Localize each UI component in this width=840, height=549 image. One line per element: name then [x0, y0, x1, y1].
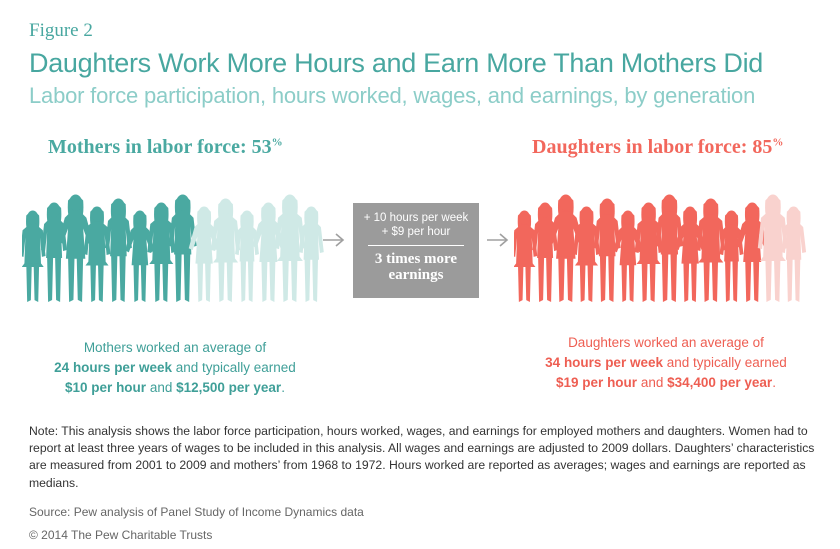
- source-text: Source: Pew analysis of Panel Study of Income Dynamics data: [29, 505, 364, 519]
- woman-silhouette-icon: [125, 210, 154, 302]
- woman-silhouette-icon: [22, 210, 46, 302]
- divider: [368, 245, 464, 246]
- woman-silhouette-icon: [84, 206, 111, 302]
- mothers-figures: [22, 192, 337, 304]
- right-arrow-icon: [322, 232, 346, 248]
- note-text: Note: This analysis shows the labor force participation, hours worked, wages, and earnings for employed mothers and daughters. Women had to report at least three years of wages to be included in this analysis. All wages and earnings are adjusted to 2009 dollars. Daughters’ characteristics are measured from 2001 to 2009 and mothers’ from 1968 to 1972. Hours worked are reported as averages; wages and earnings are reported as medians.: [29, 424, 815, 490]
- daughters-percent-sign: %: [772, 136, 784, 149]
- woman-silhouette-icon: [549, 195, 584, 302]
- figure-label: Figure 2: [29, 20, 93, 41]
- mothers-wage: $10 per hour: [65, 380, 147, 395]
- mothers-earnings: $12,500 per year: [176, 380, 282, 395]
- mothers-caption-line1: Mothers worked an average of: [83, 340, 267, 355]
- mothers-caption: [20, 338, 330, 398]
- daughters-hours: 34 hours per week: [545, 355, 663, 370]
- daughters-caption-and: and: [637, 375, 668, 390]
- daughters-figures: [514, 192, 814, 304]
- chart-subtitle: Labor force participation, hours worked, wages, and earnings, by generation: [29, 83, 756, 108]
- daughters-earnings: $34,400 per year: [667, 375, 773, 390]
- mothers-caption-line2: and typically earned: [171, 360, 296, 375]
- mothers-caption-end: .: [281, 380, 285, 395]
- earnings-multiple-line1: 3 times more: [374, 251, 458, 267]
- daughters-wage: $19 per hour: [556, 375, 638, 390]
- daughters-heading-text: Daughters in labor force: 85: [532, 136, 773, 158]
- mothers-percent-sign: %: [271, 136, 283, 149]
- copyright-text: © 2014 The Pew Charitable Trusts: [29, 528, 213, 542]
- right-arrow-icon: [486, 232, 510, 248]
- woman-silhouette-icon: [720, 210, 744, 302]
- mothers-hours: 24 hours per week: [54, 360, 172, 375]
- mothers-heading: [48, 136, 283, 159]
- daughters-heading: [532, 136, 783, 159]
- hours-difference: + 10 hours per week: [363, 212, 469, 224]
- daughters-caption: [508, 333, 824, 393]
- daughters-caption-line2: and typically earned: [662, 355, 787, 370]
- mothers-heading-text: Mothers in labor force: 53: [48, 136, 272, 158]
- daughters-caption-line1: Daughters worked an average of: [568, 335, 764, 350]
- woman-silhouette-icon: [514, 210, 537, 302]
- mothers-caption-and: and: [146, 380, 177, 395]
- woman-silhouette-icon: [635, 203, 663, 303]
- chart-title: Daughters Work More Hours and Earn More Than Mothers Did: [29, 48, 764, 78]
- woman-silhouette-icon: [235, 210, 259, 302]
- earnings-multiple-line2: earnings: [388, 267, 444, 283]
- woman-silhouette-icon: [147, 203, 175, 303]
- daughters-caption-end: .: [772, 375, 776, 390]
- woman-silhouette-icon: [299, 206, 324, 302]
- difference-box: [353, 203, 479, 298]
- wage-difference: + $9 per hour: [381, 226, 451, 238]
